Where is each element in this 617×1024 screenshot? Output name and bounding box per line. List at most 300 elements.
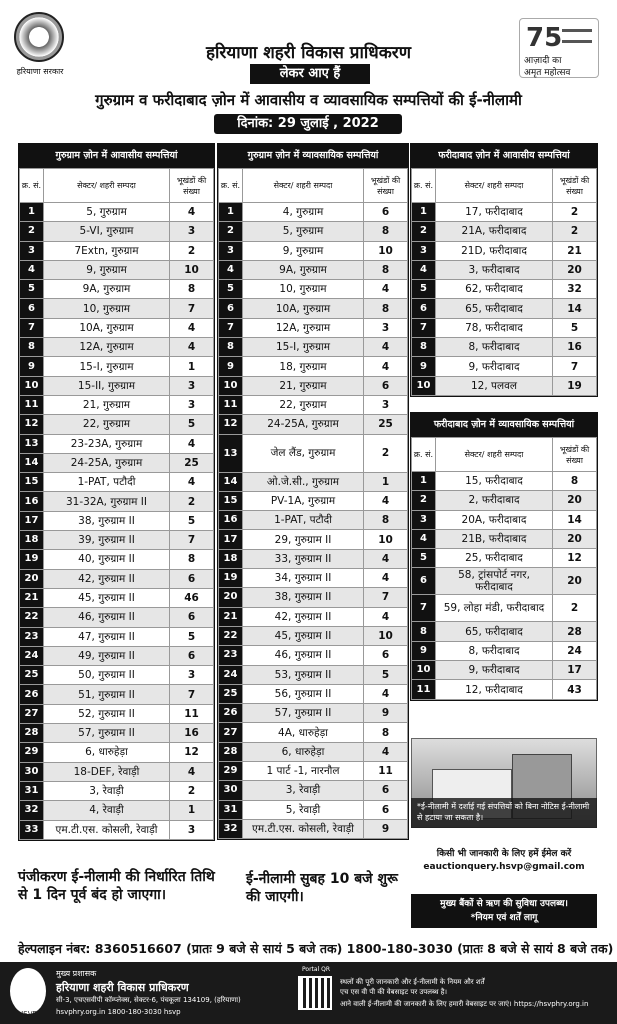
row-sector: 53, गुरुग्राम II (243, 665, 364, 684)
row-sector: 21A, फरीदाबाद (436, 222, 553, 241)
row-sector: 38, गुरुग्राम II (44, 511, 170, 530)
row-count: 2 (553, 203, 597, 222)
row-sn: 6 (20, 299, 44, 318)
row-sector: 62, फरीदाबाद (436, 280, 553, 299)
row-sn: 10 (412, 661, 436, 680)
row-sector: 10, गुरुग्राम (243, 280, 364, 299)
row-sn: 2 (412, 491, 436, 510)
row-count: 8 (364, 299, 408, 318)
row-sector: 3, फरीदाबाद (436, 260, 553, 279)
row-sector: 42, गुरुग्राम II (243, 607, 364, 626)
table-row (412, 241, 597, 260)
footer-address: सी-3, एचएसवीपी कॉम्प्लेक्स, सेक्टर-6, पंचकूला 134109, (हरियाणा) (56, 996, 241, 1004)
row-sn: 29 (20, 743, 44, 762)
row-sn: 4 (219, 260, 243, 279)
table-row (412, 680, 597, 699)
row-sn: 26 (20, 685, 44, 704)
row-count: 4 (364, 742, 408, 761)
row-sector: 18, गुरुग्राम (243, 357, 364, 376)
row-sn: 19 (219, 569, 243, 588)
row-sn: 30 (20, 762, 44, 781)
row-sn: 1 (412, 203, 436, 222)
row-sn: 6 (219, 299, 243, 318)
row-sector: 9, फरीदाबाद (436, 661, 553, 680)
row-sn: 26 (219, 704, 243, 723)
row-count: 5 (170, 415, 214, 434)
table-row (20, 473, 214, 492)
table-row (412, 318, 597, 337)
table-row (219, 241, 408, 260)
table-row (412, 338, 597, 357)
row-sn: 29 (219, 762, 243, 781)
row-count: 6 (170, 608, 214, 627)
auction-time-note: ई-नीलामी सुबह 10 बजे शुरू की जाएगी। (246, 871, 398, 905)
row-count: 28 (553, 622, 597, 641)
auction-title: गुरुग्राम व फरीदाबाद ज़ोन में आवासीय व व्यावसायिक सम्पत्तियों की ई-नीलामी (95, 91, 522, 109)
table-row (412, 641, 597, 660)
row-sector: 15, फरीदाबाद (436, 472, 553, 491)
row-sn: 13 (20, 434, 44, 453)
table-row (219, 626, 408, 645)
row-sn: 22 (20, 608, 44, 627)
row-count: 4 (170, 473, 214, 492)
row-sn: 9 (20, 357, 44, 376)
row-sn: 10 (219, 376, 243, 395)
row-sector: 4A, धारुहेड़ा (243, 723, 364, 742)
row-count: 21 (553, 241, 597, 260)
footer-info2: एच एस वी पी की वेबसाइट पर उपलब्ध है। (340, 988, 448, 996)
row-sn: 18 (219, 549, 243, 568)
helpline: हेल्पलाइन नंबर: 8360516607 (प्रातः 9 बजे से सायं 5 बजे तक) 1800-180-3030 (प्रातः 8 बजे से सायं 8 बजे तक) (18, 941, 614, 956)
org-title: हरियाणा शहरी विकास प्राधिकरण (205, 43, 412, 63)
row-count: 2 (170, 781, 214, 800)
row-count: 17 (553, 661, 597, 680)
row-sn: 2 (412, 222, 436, 241)
row-count: 20 (553, 260, 597, 279)
row-sn: 5 (20, 280, 44, 299)
col-count: भूखंडों की संख्या (364, 169, 408, 203)
row-sn: 12 (20, 415, 44, 434)
col-sn: क्र. सं. (219, 169, 243, 203)
row-sn: 8 (412, 338, 436, 357)
row-sn: 4 (20, 260, 44, 279)
qr-code-icon[interactable] (298, 976, 332, 1010)
row-count: 2 (170, 241, 214, 260)
row-sector: 21B, फरीदाबाद (436, 529, 553, 548)
row-count: 5 (553, 318, 597, 337)
table-row (412, 622, 597, 641)
row-sn: 12 (219, 415, 243, 434)
row-count: 7 (364, 588, 408, 607)
auction-date: दिनांक: 29 जुलाई , 2022 (214, 114, 402, 134)
row-sn: 6 (412, 568, 436, 595)
row-sector: 7Extn, गुरुग्राम (44, 241, 170, 260)
row-sector: 34, गुरुग्राम II (243, 569, 364, 588)
row-sn: 19 (20, 550, 44, 569)
panel-gurugram-residential (18, 143, 215, 841)
row-sn: 32 (20, 801, 44, 820)
table-row (219, 395, 408, 414)
row-count: 32 (553, 280, 597, 299)
row-count: 10 (170, 260, 214, 279)
table-row (219, 723, 408, 742)
table-row (20, 415, 214, 434)
row-sn: 24 (219, 665, 243, 684)
col-sn: क्र. सं. (412, 169, 436, 203)
qr-label: Portal QR (302, 966, 331, 973)
row-sn: 9 (412, 641, 436, 660)
table-row (412, 510, 597, 529)
row-sn: 1 (412, 472, 436, 491)
row-sector: 21, गुरुग्राम (243, 376, 364, 395)
row-sector: 10A, गुरुग्राम (44, 318, 170, 337)
row-sn: 23 (219, 646, 243, 665)
row-count: 8 (553, 472, 597, 491)
registration-note: पंजीकरण ई-नीलामी की निर्धारित तिथि से 1 दिन पूर्व बंद हो जाएगा। (18, 869, 215, 903)
table-row (219, 357, 408, 376)
table-row (219, 819, 408, 838)
row-sector: 1-PAT, पटौदी (44, 473, 170, 492)
row-count: 3 (170, 395, 214, 414)
row-count: 2 (553, 222, 597, 241)
property-table (218, 168, 408, 839)
row-count: 6 (364, 781, 408, 800)
row-count: 14 (553, 510, 597, 529)
table-row (219, 704, 408, 723)
col-sector: सेक्टर/ शहरी सम्पदा (44, 169, 170, 203)
footer (0, 962, 617, 1024)
table-row (219, 318, 408, 337)
panel-title: फरीदाबाद ज़ोन में व्यावसायिक सम्पत्तियां (411, 413, 597, 437)
row-count: 4 (364, 357, 408, 376)
table-row (219, 376, 408, 395)
row-sn: 7 (20, 318, 44, 337)
row-sn: 15 (20, 473, 44, 492)
row-sector: जेल लैंड, गुरुग्राम (243, 434, 364, 472)
row-sector: 10, गुरुग्राम (44, 299, 170, 318)
col-sector: सेक्टर/ शहरी सम्पदा (436, 438, 553, 472)
row-sn: 1 (219, 203, 243, 222)
row-sector: ओ.जे.सी., गुरुग्राम (243, 472, 364, 491)
row-count: 3 (170, 222, 214, 241)
footer-website[interactable]: आने वाली ई-नीलामी की जानकारी के लिए हमारी वेबसाइट पर जाएं। https://hsvphry.org.in (340, 1000, 589, 1008)
table-row (219, 222, 408, 241)
row-sector: 25, फरीदाबाद (436, 549, 553, 568)
row-sector: 23-23A, गुरुग्राम (44, 434, 170, 453)
table-row (20, 376, 214, 395)
row-sn: 10 (20, 376, 44, 395)
property-table (411, 437, 597, 700)
panel-faridabad-commercial (410, 412, 598, 701)
table-row (219, 338, 408, 357)
row-count: 4 (364, 569, 408, 588)
table-row (20, 762, 214, 781)
table-row (219, 203, 408, 222)
row-count: 4 (364, 491, 408, 510)
row-sector: 15-I, गुरुग्राम (243, 338, 364, 357)
row-sn: 6 (412, 299, 436, 318)
row-sn: 8 (20, 338, 44, 357)
row-sn: 3 (219, 241, 243, 260)
row-sn: 18 (20, 531, 44, 550)
hsvp-logo-icon (10, 968, 46, 1014)
row-sector: 49, गुरुग्राम II (44, 646, 170, 665)
row-sector: 10A, गुरुग्राम (243, 299, 364, 318)
table-row (20, 434, 214, 453)
row-sn: 17 (219, 530, 243, 549)
row-sector: 39, गुरुग्राम II (44, 531, 170, 550)
emblem-caption: हरियाणा सरकार (16, 67, 64, 76)
table-row (219, 530, 408, 549)
row-count: 46 (170, 588, 214, 607)
table-row (20, 531, 214, 550)
table-row (20, 608, 214, 627)
row-sector: PV-1A, गुरुग्राम (243, 491, 364, 510)
row-sector: 24-25A, गुरुग्राम (243, 415, 364, 434)
row-sector: 52, गुरुग्राम II (44, 704, 170, 723)
row-sn: 1 (20, 203, 44, 222)
sub-title: लेकर आए हैं (250, 64, 370, 84)
row-count: 20 (553, 529, 597, 548)
row-sector: 9, गुरुग्राम (44, 260, 170, 279)
contact-email[interactable]: eauctionquery.hsvp@gmail.com (423, 862, 585, 872)
table-row (412, 260, 597, 279)
table-row (219, 415, 408, 434)
row-sector: 38, गुरुग्राम II (243, 588, 364, 607)
row-sector: 6, धारुहेड़ा (243, 742, 364, 761)
row-count: 5 (170, 627, 214, 646)
row-sn: 28 (219, 742, 243, 761)
row-sector: 8, फरीदाबाद (436, 641, 553, 660)
row-sn: 27 (20, 704, 44, 723)
row-sn: 9 (412, 357, 436, 376)
table-row (20, 820, 214, 839)
row-sector: 21, गुरुग्राम (44, 395, 170, 414)
row-sn: 4 (412, 260, 436, 279)
row-count: 10 (364, 241, 408, 260)
row-sector: 33, गुरुग्राम II (243, 549, 364, 568)
row-sn: 21 (219, 607, 243, 626)
row-count: 20 (553, 568, 597, 595)
table-row (219, 762, 408, 781)
row-sn: 7 (412, 318, 436, 337)
row-sn: 24 (20, 646, 44, 665)
table-row (219, 646, 408, 665)
table-row (20, 203, 214, 222)
row-count: 8 (170, 280, 214, 299)
row-count: 7 (553, 357, 597, 376)
row-sector: 29, गुरुग्राम II (243, 530, 364, 549)
table-row (20, 781, 214, 800)
panel-title: गुरुग्राम ज़ोन में व्यावसायिक सम्पत्तियां (218, 144, 408, 168)
table-row (412, 299, 597, 318)
table-row (412, 529, 597, 548)
row-count: 25 (364, 415, 408, 434)
row-sector: 12A, गुरुग्राम (243, 318, 364, 337)
row-sn: 11 (412, 680, 436, 699)
row-sn: 30 (219, 781, 243, 800)
row-count: 3 (364, 395, 408, 414)
azadi-number: 75 (526, 23, 563, 53)
table-row (20, 724, 214, 743)
table-row (219, 665, 408, 684)
row-sn: 23 (20, 627, 44, 646)
row-sn: 31 (219, 800, 243, 819)
row-count: 25 (170, 453, 214, 472)
row-sn: 3 (412, 510, 436, 529)
row-sector: 46, गुरुग्राम II (44, 608, 170, 627)
row-sector: 9, फरीदाबाद (436, 357, 553, 376)
panel-faridabad-residential (410, 143, 598, 397)
row-sector: 1 पार्ट -1, नारनौल (243, 762, 364, 781)
row-sn: 20 (219, 588, 243, 607)
table-row (412, 568, 597, 595)
table-row (412, 472, 597, 491)
photo-note: *ई-नीलामी में दर्शाई गई संपत्तियों को बिना नोटिस ई-नीलामी से हटाया जा सकता है। (411, 798, 597, 828)
row-sector: 15-II, गुरुग्राम (44, 376, 170, 395)
row-sector: 5, रेवाड़ी (243, 800, 364, 819)
row-count: 4 (170, 762, 214, 781)
row-count: 14 (553, 299, 597, 318)
table-row (20, 801, 214, 820)
table-row (20, 743, 214, 762)
panel-title: फरीदाबाद ज़ोन में आवासीय सम्पत्तियां (411, 144, 597, 168)
panel-title: गुरुग्राम ज़ोन में आवासीय सम्पत्तियां (19, 144, 214, 168)
row-sn: 33 (20, 820, 44, 839)
row-count: 3 (170, 666, 214, 685)
footer-links[interactable]: hsvphry.org.in 1800-180-3030 hsvp (56, 1008, 181, 1016)
hsvp-logo-text: HSVP (18, 1010, 37, 1018)
row-sector: 9A, गुरुग्राम (44, 280, 170, 299)
table-row (20, 627, 214, 646)
azadi-line2: अमृत महोत्सव (524, 68, 571, 78)
row-count: 10 (364, 626, 408, 645)
row-sn: 9 (219, 357, 243, 376)
row-sn: 16 (20, 492, 44, 511)
table-row (20, 453, 214, 472)
row-sector: 12A, गुरुग्राम (44, 338, 170, 357)
table-row (219, 260, 408, 279)
row-count: 8 (364, 723, 408, 742)
row-count: 1 (170, 801, 214, 820)
row-sector: 6, धारुहेड़ा (44, 743, 170, 762)
azadi-line1: आज़ादी का (524, 56, 562, 66)
table-row (219, 588, 408, 607)
row-sector: 65, फरीदाबाद (436, 299, 553, 318)
row-sector: 45, गुरुग्राम II (44, 588, 170, 607)
row-sn: 31 (20, 781, 44, 800)
row-count: 7 (170, 299, 214, 318)
row-sector: 15-I, गुरुग्राम (44, 357, 170, 376)
table-row (412, 280, 597, 299)
row-sector: एम.टी.एस. कोसली, रेवाड़ी (44, 820, 170, 839)
row-sector: 24-25A, गुरुग्राम (44, 453, 170, 472)
bank-line: मुख्य बैंकों से ऋण की सुविधा उपलब्ध। (440, 899, 568, 909)
row-count: 6 (364, 800, 408, 819)
table-row (219, 800, 408, 819)
row-count: 10 (364, 530, 408, 549)
panel-gurugram-commercial (217, 143, 409, 840)
row-sn: 7 (219, 318, 243, 337)
row-count: 6 (364, 203, 408, 222)
row-sn: 32 (219, 819, 243, 838)
row-count: 4 (364, 338, 408, 357)
row-sn: 5 (412, 549, 436, 568)
row-sn: 13 (219, 434, 243, 472)
row-sn: 11 (20, 395, 44, 414)
row-count: 9 (364, 819, 408, 838)
table-row (219, 472, 408, 491)
table-row (20, 550, 214, 569)
table-row (412, 222, 597, 241)
footer-org: हरियाणा शहरी विकास प्राधिकरण (56, 981, 189, 994)
row-sn: 4 (412, 529, 436, 548)
row-sector: 45, गुरुग्राम II (243, 626, 364, 645)
row-count: 2 (553, 595, 597, 622)
row-sn: 3 (20, 241, 44, 260)
row-sn: 3 (412, 241, 436, 260)
row-sector: 12, पलवल (436, 376, 553, 395)
col-sector: सेक्टर/ शहरी सम्पदा (243, 169, 364, 203)
row-count: 5 (364, 665, 408, 684)
row-sector: 42, गुरुग्राम II (44, 569, 170, 588)
row-sector: 57, गुरुग्राम II (44, 724, 170, 743)
row-sn: 14 (219, 472, 243, 491)
row-sector: 5-VI, गुरुग्राम (44, 222, 170, 241)
row-sn: 21 (20, 588, 44, 607)
row-sn: 11 (219, 395, 243, 414)
row-sn: 10 (412, 376, 436, 395)
table-row (20, 646, 214, 665)
row-sn: 22 (219, 626, 243, 645)
footer-info1: स्थलों की पूरी जानकारी और ई-नीलामी के नियम और शर्तें (340, 978, 485, 986)
row-count: 4 (364, 684, 408, 703)
row-sn: 14 (20, 453, 44, 472)
row-count: 2 (170, 492, 214, 511)
row-count: 4 (364, 607, 408, 626)
row-count: 3 (170, 820, 214, 839)
table-row (412, 203, 597, 222)
row-sector: 4, रेवाड़ी (44, 801, 170, 820)
row-count: 4 (364, 549, 408, 568)
row-count: 6 (170, 569, 214, 588)
row-sector: 20A, फरीदाबाद (436, 510, 553, 529)
col-sn: क्र. सं. (412, 438, 436, 472)
property-table (411, 168, 597, 396)
row-count: 16 (170, 724, 214, 743)
row-count: 4 (170, 338, 214, 357)
row-sn: 15 (219, 491, 243, 510)
row-sn: 7 (412, 595, 436, 622)
row-sn: 25 (219, 684, 243, 703)
row-sn: 25 (20, 666, 44, 685)
row-sector: 21D, फरीदाबाद (436, 241, 553, 260)
col-count: भूखंडों की संख्या (553, 438, 597, 472)
row-sn: 5 (412, 280, 436, 299)
table-row (219, 569, 408, 588)
row-sector: एम.टी.एस. कोसली, रेवाड़ी (243, 819, 364, 838)
row-count: 19 (553, 376, 597, 395)
row-sn: 27 (219, 723, 243, 742)
row-sector: 50, गुरुग्राम II (44, 666, 170, 685)
row-sector: 12, फरीदाबाद (436, 680, 553, 699)
row-count: 43 (553, 680, 597, 699)
table-row (219, 742, 408, 761)
row-sn: 28 (20, 724, 44, 743)
row-sector: 9A, गुरुग्राम (243, 260, 364, 279)
row-count: 1 (364, 472, 408, 491)
table-row (219, 280, 408, 299)
